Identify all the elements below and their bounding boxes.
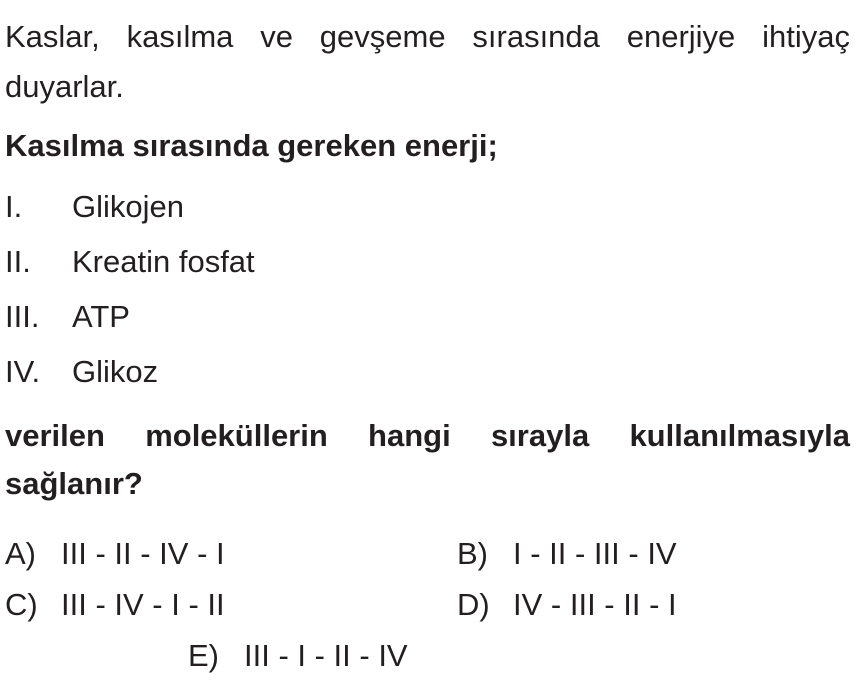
- list-item: [5, 237, 255, 292]
- option-text: IV - III - II - I: [513, 587, 677, 622]
- option-text: III - IV - I - II: [61, 587, 225, 622]
- option-text: I - II - III - IV: [513, 536, 677, 571]
- item-numeral: II.: [5, 244, 31, 279]
- question-stem: Kasılma sırasında gereken enerji;: [5, 128, 498, 163]
- item-text: Glikoz: [72, 354, 159, 389]
- option-c[interactable]: [5, 585, 225, 625]
- option-text: III - II - IV - I: [61, 536, 225, 571]
- question-text: verilen moleküllerin hangi sırayla kullanılmasıyla sağlanır?: [5, 418, 850, 501]
- item-numeral: I.: [5, 189, 23, 224]
- item-text: ATP: [72, 299, 130, 334]
- item-numeral: IV.: [5, 354, 41, 389]
- option-b[interactable]: [457, 534, 677, 574]
- item-text: Kreatin fosfat: [72, 244, 255, 279]
- option-a[interactable]: [5, 534, 225, 574]
- list-item: [5, 347, 255, 402]
- option-letter: A): [5, 536, 36, 571]
- list-item: [5, 292, 255, 347]
- item-numeral: III.: [5, 299, 40, 334]
- option-letter: C): [5, 587, 38, 622]
- option-d[interactable]: [457, 585, 677, 625]
- item-text: Glikojen: [72, 189, 184, 224]
- intro-paragraph: Kaslar, kasılma ve gevşeme sırasında enerjiye ihtiyaç duyarlar.: [5, 19, 850, 104]
- list-item: [5, 182, 255, 237]
- option-e[interactable]: [188, 636, 408, 676]
- option-letter: D): [457, 587, 490, 622]
- option-letter: E): [188, 638, 219, 673]
- option-text: III - I - II - IV: [244, 638, 408, 673]
- molecule-list: [5, 182, 255, 402]
- option-letter: B): [457, 536, 488, 571]
